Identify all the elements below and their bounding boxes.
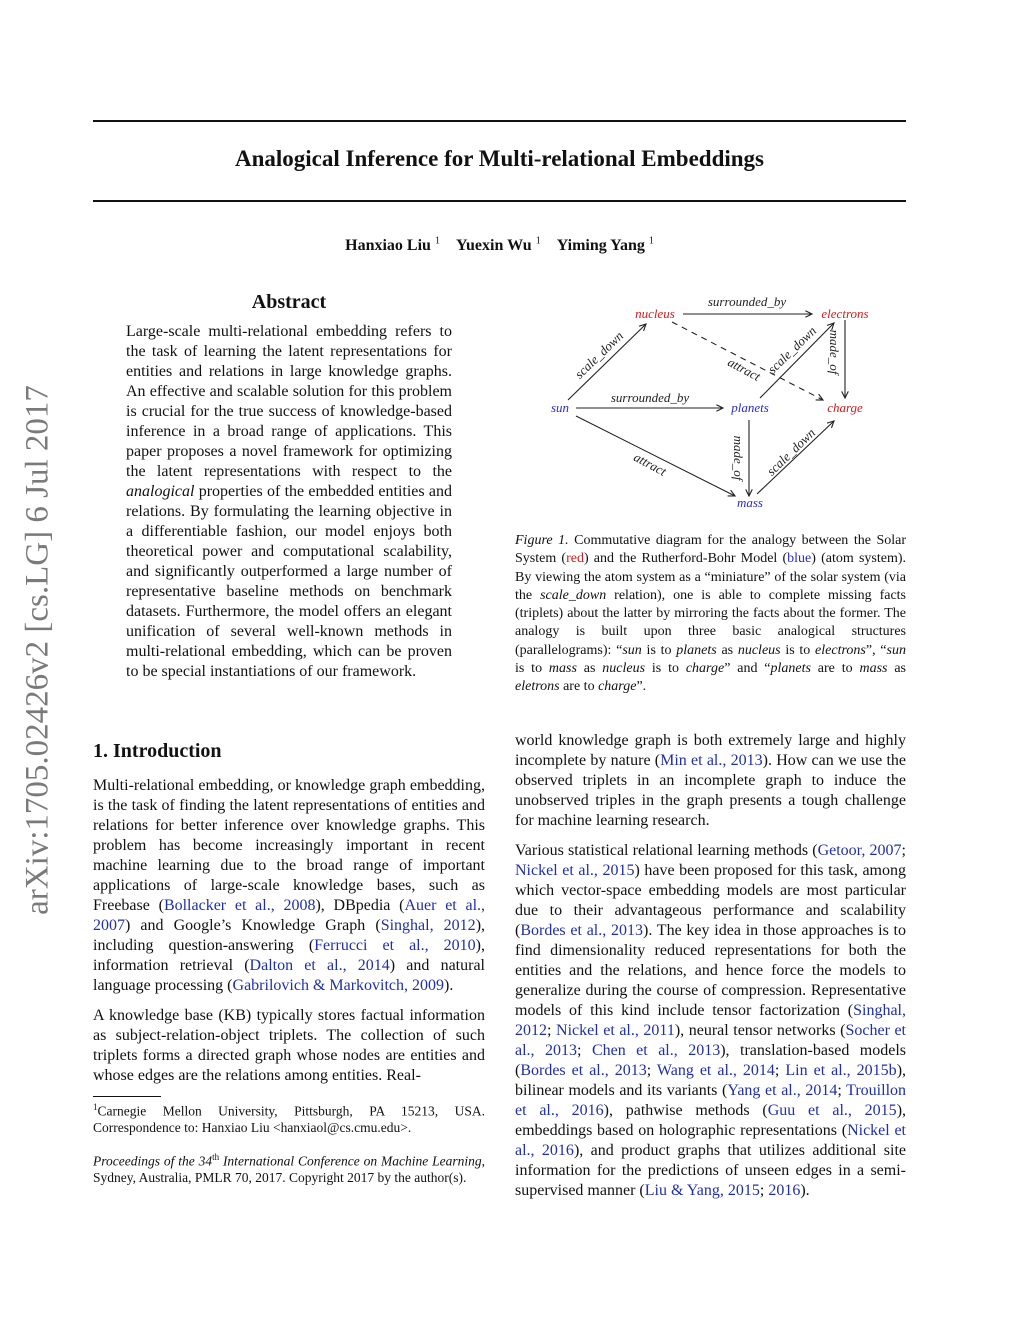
citation-link[interactable]: Trouillon et al., 2016	[515, 1082, 907, 1119]
text-run: world knowledge graph is both extremely large and highly incomplete by nature (	[515, 732, 906, 769]
node-sun: sun	[550, 400, 570, 415]
text-run: ”, “	[865, 642, 887, 658]
text-run: ). The key idea in those approaches is to find dimensionality reduced representations for both the entities and the relations, and hence force the models to generalize during the course of compression. Representative models of this kind include tensor factorization (	[515, 922, 906, 1019]
edge-label: surrounded_by	[707, 294, 787, 309]
text-run: eletrons	[515, 679, 560, 695]
text-run: ), pathwise methods (	[603, 1102, 768, 1119]
text-run: properties of the embedded entities and relations. By formulating the learning objective in a differentiable fashion, our model enjoys both theoretical power and computational scalability, and significantly outperformed a large number of representative baseline methods on benchmark datasets. Furthermore, the model offers an elegant unification of several well-known methods in multi-relational embedding, which can be proven to be special instantiations of our framework.	[126, 483, 452, 680]
citation-link[interactable]: Ferrucci et al., 2010	[314, 937, 476, 954]
text-run: is to	[641, 642, 677, 658]
text-run: electrons	[815, 642, 866, 658]
edge-label: attract	[631, 449, 669, 479]
text-run: th	[212, 1152, 220, 1162]
text-run: Multi-relational embedding, or knowledge graph embedding, is the task of finding the latent representations of entities and relations for better inference over knowledge graphs. This problem has become increasingly important in recent machine learning due to the broad range of important applications of large-scale knowledge bases, such as Freebase (	[93, 777, 485, 914]
text-run: ).	[800, 1182, 810, 1199]
text-run: A knowledge base (KB) typically stores factual information as subject-relation-object triplets. The collection of such triplets forms a directed graph whose nodes are entities and whose edges are the relations among entities. Real-	[93, 1007, 485, 1084]
text-run: , Sydney, Australia, PMLR 70, 2017. Copyright 2017 by the author(s).	[93, 1153, 485, 1186]
text-run: Large-scale multi-relational embedding refers to the task of learning the latent representations for entities and relations in large knowledge graphs. An effective and scalable solution for this problem is crucial for the true success of knowledge-based inference in a broad range of applications. This paper proposes a novel framework for optimizing the latent representations with respect to the	[126, 323, 452, 480]
text-run: scale_down	[540, 587, 607, 603]
edge-label: scale_down	[764, 323, 820, 377]
text-run: planets	[770, 661, 811, 677]
paper-title: Analogical Inference for Multi-relational Embeddings	[235, 146, 764, 171]
text-run: ) and Google’s Knowledge Graph (	[125, 917, 381, 934]
abstract-heading: Abstract	[251, 291, 327, 313]
citation-link[interactable]: Bordes et al., 2013	[520, 1062, 647, 1079]
text-run: Commutative diagram for the analogy between the Solar System (	[515, 533, 906, 567]
text-run: 1	[93, 1102, 98, 1112]
node-planets: planets	[731, 400, 769, 415]
citation-link[interactable]: Singhal, 2012	[515, 1002, 906, 1039]
text-run: ), and product graphs that utilizes additional site information for the predictions of unseen edges in a semi-supervised manner (	[515, 1142, 906, 1199]
text-run: planets	[676, 642, 717, 658]
text-run: as	[716, 642, 738, 658]
text-run: sun	[622, 642, 642, 658]
text-run: ;	[646, 1062, 657, 1079]
text-run: is to	[515, 661, 549, 677]
citation-link[interactable]: Nickel et al., 2015	[515, 862, 635, 879]
node-nucleus: nucleus	[635, 306, 675, 321]
text-run: ;	[577, 1042, 592, 1059]
intro-heading: 1. Introduction	[93, 740, 222, 762]
node-mass: mass	[736, 495, 764, 510]
edge-label: surrounded_by	[610, 390, 690, 405]
text-run: Figure 1.	[515, 533, 569, 548]
arxiv-stamp: arXiv:1705.02426v2 [cs.LG] 6 Jul 2017	[19, 385, 56, 915]
text-run: ;	[759, 1182, 769, 1199]
intro-paragraph	[515, 841, 906, 1201]
text-run: analogical	[126, 483, 195, 500]
text-run: charge	[685, 661, 725, 677]
figure-caption	[515, 532, 906, 697]
citation-link[interactable]: Min et al., 2013	[660, 752, 763, 769]
citation-link[interactable]: Wang et al., 2014	[656, 1062, 775, 1079]
text-run: ). How can we use the observed triplets in an incomplete graph to induce the unobserved triples in the graph presents a tough challenge for machine learning research.	[515, 752, 907, 829]
node-charge: charge	[827, 400, 863, 415]
text-run: ), embeddings based on holographic representations (	[515, 1102, 907, 1139]
author: Yuexin Wu $^1$	[455, 236, 541, 255]
text-run: nucleus	[602, 661, 646, 677]
edge-sun-mass	[576, 416, 735, 496]
text-run: ).	[444, 977, 454, 994]
citation-link[interactable]: 2016	[768, 1182, 801, 1199]
citation-link[interactable]: Nickel et al., 2011	[556, 1022, 675, 1039]
edge-label: scale_down	[763, 425, 819, 479]
text-run: ” and “	[724, 661, 771, 677]
text-run: nucleus	[737, 642, 781, 658]
citation-link[interactable]: Bordes et al., 2013	[520, 922, 644, 939]
edge-label: made_of	[827, 329, 842, 375]
text-run: ”.	[636, 679, 647, 695]
text-run: Various statistical relational learning methods (	[515, 842, 818, 859]
text-run: are to	[559, 679, 599, 695]
text-run: charge	[598, 679, 637, 695]
citation-link[interactable]: Chen et al., 2013	[591, 1042, 721, 1059]
text-run: ;	[901, 842, 906, 859]
text-run: are to	[810, 661, 860, 677]
text-run: ) and the Rutherford-Bohr Model (	[583, 551, 788, 567]
text-run: relation), one is able to complete missing facts (triplets) about the latter by mirroring the facts about the former. The analogy is built upon three basic analogical structures (parallelograms): “	[515, 587, 907, 658]
text-run: ) (atom system). By viewing the atom system as a “miniature” of the solar system (via the	[515, 551, 906, 603]
author: Hanxiao Liu $^1$	[345, 236, 440, 255]
text-run: ), information retrieval (	[93, 937, 485, 974]
citation-link[interactable]: Auer et al., 2007	[93, 897, 486, 934]
citation-link[interactable]: Yang et al., 2014	[727, 1082, 838, 1099]
citation-link[interactable]: Liu & Yang, 2015	[644, 1182, 760, 1199]
edge-label: attract	[725, 354, 763, 384]
citation-link[interactable]: Nickel et al., 2016	[515, 1122, 906, 1159]
edge-label: made_of	[731, 435, 746, 481]
text-run: is to	[780, 642, 816, 658]
text-run: ;	[774, 1062, 786, 1079]
text-run: Carnegie Mellon University, Pittsburgh, PA 15213, USA. Correspondence to: Hanxiao Liu <hanxiaol@cs.cmu.edu>.	[93, 1103, 485, 1136]
citation-link[interactable]: Socher et al., 2013	[515, 1022, 907, 1059]
text-run: ), neural tensor networks (	[674, 1022, 846, 1039]
intro-paragraph	[515, 731, 906, 831]
author: Yiming Yang $^1$	[556, 236, 654, 255]
citation-link[interactable]: Guu et al., 2015	[767, 1102, 897, 1119]
node-electrons: electrons	[821, 306, 869, 321]
text-run: ), translation-based models (	[515, 1042, 906, 1079]
citation-link[interactable]: Bollacker et al., 2008	[163, 897, 316, 914]
text-run: mass	[548, 661, 577, 677]
text-run: blue	[787, 551, 812, 567]
text-run: mass	[859, 661, 888, 677]
text-run: ), DBpedia (	[315, 897, 405, 914]
text-run: red	[566, 551, 584, 567]
text-run: ) and natural language processing (	[93, 957, 485, 994]
text-run: Proceedings of the	[93, 1153, 199, 1169]
text-run: International Conference on Machine Learning	[219, 1153, 482, 1169]
text-run: ), bilinear models and its variants (	[515, 1062, 907, 1099]
text-run: ;	[837, 1082, 847, 1099]
text-run: 34	[198, 1153, 213, 1169]
text-run: ;	[547, 1022, 557, 1039]
text-run: as	[576, 661, 603, 677]
citation-link[interactable]: Singhal, 2012	[380, 917, 476, 934]
edge-label: scale_down	[571, 328, 627, 382]
text-run: as	[887, 661, 907, 677]
text-run: sun	[886, 642, 906, 658]
citation-link[interactable]: Lin et al., 2015b	[785, 1062, 897, 1079]
text-run: is to	[645, 661, 686, 677]
citation-link[interactable]: Dalton et al., 2014	[249, 957, 390, 974]
citation-link[interactable]: Getoor, 2007	[817, 842, 902, 859]
text-run: ), including question-answering (	[93, 917, 486, 954]
text-run: ) have been proposed for this task, among which vector-space embedding models are most particular due to their advantageous performance and scalability (	[515, 862, 907, 939]
citation-link[interactable]: Gabrilovich & Markovitch, 2009	[232, 977, 445, 994]
